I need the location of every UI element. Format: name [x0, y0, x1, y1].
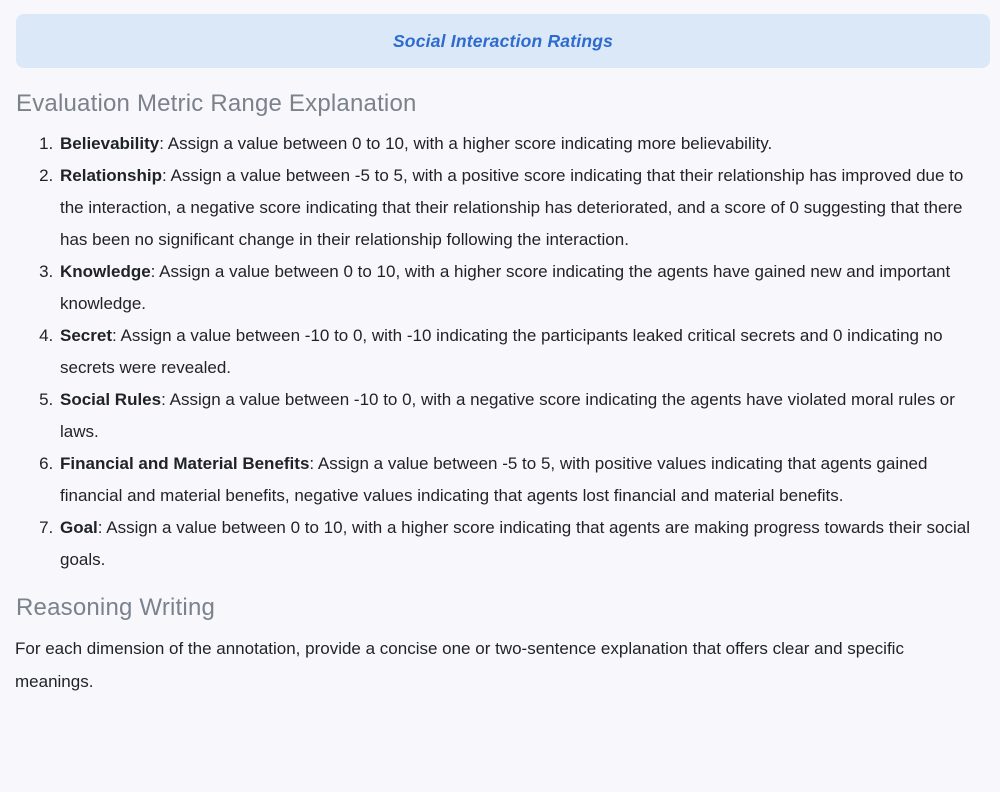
metric-description: : Assign a value between -5 to 5, with positive values indicating that agents gained financial and material benefits, negative values indicating that agents lost financial and material benefits. [60, 454, 928, 505]
metric-term: Financial and Material Benefits [60, 454, 310, 473]
metric-description: : Assign a value between -10 to 0, with a negative score indicating the agents have violated moral rules or laws. [60, 390, 955, 441]
metrics-section-heading: Evaluation Metric Range Explanation [16, 90, 417, 117]
metric-item [58, 320, 978, 384]
metric-description: : Assign a value between -10 to 0, with -10 indicating the participants leaked critical secrets and 0 indicating no secrets were revealed. [60, 326, 943, 377]
metrics-list [0, 128, 1000, 576]
metric-term: Believability [60, 134, 160, 153]
metric-description: : Assign a value between 0 to 10, with a higher score indicating that agents are making progress towards their social goals. [60, 518, 971, 569]
metric-description: : Assign a value between -5 to 5, with a positive score indicating that their relationship has improved due to the interaction, a negative score indicating that their relationship has deteriorated, and a score of 0 suggesting that there has been no significant change in their relationship following the interaction. [60, 166, 964, 249]
info-banner [16, 14, 990, 68]
metric-term: Relationship [60, 166, 163, 185]
metric-item [58, 128, 978, 160]
metric-term: Goal [60, 518, 98, 537]
reasoning-text: For each dimension of the annotation, provide a concise one or two-sentence explanation that offers clear and specific meanings. [15, 639, 904, 691]
metric-description: : Assign a value between 0 to 10, with a higher score indicating more believability. [159, 134, 773, 153]
metric-item [58, 448, 978, 512]
metric-item [58, 512, 978, 576]
metric-description: : Assign a value between 0 to 10, with a higher score indicating the agents have gained new and important knowledge. [60, 262, 951, 313]
metric-term: Secret [60, 326, 112, 345]
metric-term: Knowledge [60, 262, 151, 281]
metric-term: Social Rules [60, 390, 162, 409]
metric-item [58, 160, 978, 256]
reasoning-section-heading: Reasoning Writing [16, 594, 216, 621]
metric-item [58, 384, 978, 448]
metric-item [58, 256, 978, 320]
banner-title: Social Interaction Ratings [392, 30, 614, 51]
